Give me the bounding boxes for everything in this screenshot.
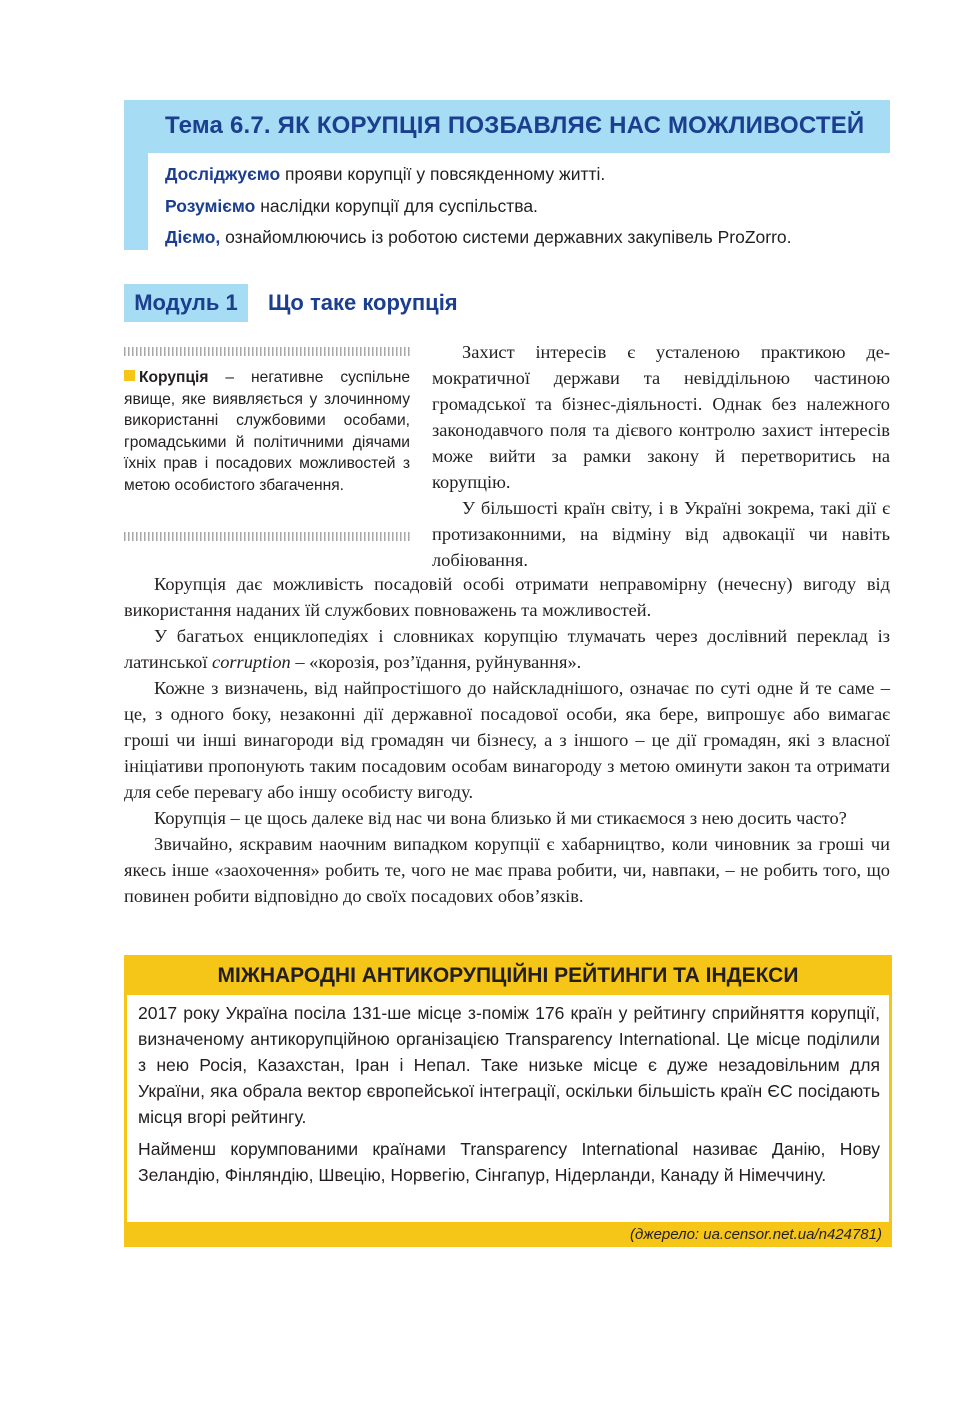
goal-text: прояви корупції у повсякденному житті.	[280, 164, 606, 184]
topic-goals-strip	[124, 153, 148, 250]
square-bullet-icon	[124, 370, 135, 381]
paragraph-etymology	[124, 623, 890, 675]
goal-text: ознайомлюючись із роботою системи державних закупівель ProZorro.	[220, 227, 792, 247]
ratings-box-title: МІЖНАРОДНІ АНТИКОРУПЦІЙНІ РЕЙТИНГИ ТА ІНДЕКСИ	[217, 964, 799, 987]
ratings-paragraph: 2017 року Україна посіла 131-ше місце з-поміж 176 країн у рейтингу сприйняття корупції, визначеному антикорупційною організацією Transparency International. Це місце поділили з нею Росія, Казахстан, Іран і Непал. Таке низьке місце є дуже незадовільним для України, яка обрала вектор європейської інтеграції, оскільки більшість країн ЄС посідають місця вгорі рейтингу.	[138, 1003, 880, 1127]
goal-explore	[165, 164, 605, 185]
paragraph-question: Корупція – це щось далеке від нас чи вона близько й ми стикаємося з нею досить часто?	[154, 808, 847, 828]
topic-title: Тема 6.7. ЯК КОРУПЦІЯ ПОЗБАВЛЯЄ НАС МОЖЛИВОСТЕЙ	[165, 112, 865, 139]
paragraph-bribery: Звичайно, яскравим наочним випадком корупції є хабарництво, коли чиновник за гроші чи якесь інше «заохочення» робить те, чого не має права робити, чи, навпаки, – не робить того, що повинен робити відповідно до своїх посадових обов’язків.	[124, 834, 890, 906]
module-number: Модуль 1	[134, 290, 238, 315]
definition-term: Корупція	[139, 369, 209, 386]
goal-keyword: Розуміємо	[165, 196, 256, 216]
definition-top-divider	[124, 347, 410, 356]
goal-act	[165, 227, 792, 248]
goal-keyword: Діємо,	[165, 227, 221, 247]
intro-column	[432, 339, 890, 573]
intro-paragraph: У більшості країн світу, і в Україні зокрема, такі дії є протизаконними, на відміну від адвокації чи навіть лобіювання.	[432, 498, 890, 570]
intro-paragraph: Захист інтересів є усталеною практикою демократичної держави та невіддільною частиною громадської та бізнес-діяльності. Однак без належного законодавчого поля та дієвого контролю захист інтересів може вийти за рамки закону й перетворитись на корупцію.	[432, 342, 890, 492]
latin-term: corruption	[212, 652, 291, 672]
etymology-text: У багатьох енциклопедіях і словниках корупцію тлумачать через дослівний переклад із латинської	[124, 626, 890, 672]
ratings-paragraph: Найменш корумпованими країнами Transparency International називає Данію, Нову Зеландію, Фінляндію, Швецію, Норвегію, Сінгапур, Нідерланди, Канаду й Німеччину.	[138, 1139, 880, 1185]
etymology-text-end: – «корозія, роз’їдання, руйнування».	[290, 652, 582, 672]
module-title: Що таке корупція	[268, 290, 458, 315]
definition-text: – негативне суспільне явище, яке виявляється у злочинному використанні службовими особами, громадськими й політичними діячами їхніх прав і посадових можливостей з метою особистого збагачення.	[124, 369, 410, 494]
goal-keyword: Досліджуємо	[165, 164, 281, 184]
goal-understand	[165, 196, 538, 217]
paragraph-meaning: Кожне з визначень, від найпростішого до найскладнішого, означає по суті одне й те саме – це, з одного боку, незаконні дії державної посадової особи, яка бере, випрошує або вимагає гроші чи інші винагороди від громадян чи бізнесу, а з іншого – це дії громадян, які з власної ініціативи пропонують таким посадовим особам винагороду з метою оминути закон та отримати для себе перевагу або іншу особисту вигоду.	[124, 678, 890, 802]
paragraph-definition: Корупція дає можливість посадовій особі отримати неправомірну (нечесну) вигоду від використання наданих їй службових повноважень та можливостей.	[124, 574, 890, 620]
definition-bottom-divider	[124, 532, 410, 541]
main-text	[124, 571, 890, 909]
ratings-source: (джерело: ua.censor.net.ua/n424781)	[629, 1226, 882, 1243]
ratings-box-text	[138, 1000, 880, 1194]
definition-box	[124, 367, 410, 496]
goal-text: наслідки корупції для суспільства.	[255, 196, 538, 216]
